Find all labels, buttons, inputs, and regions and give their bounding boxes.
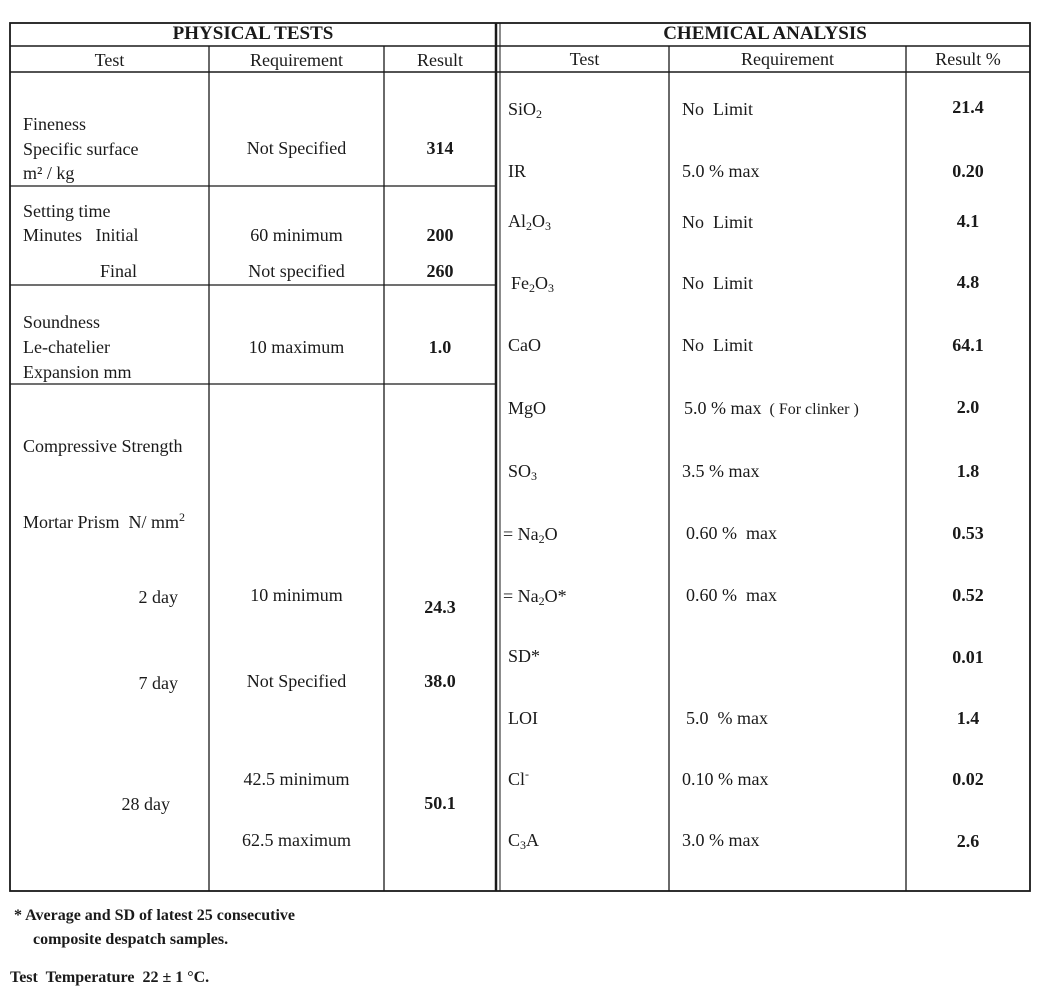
fineness-requirement: Not Specified [246, 138, 347, 158]
chem-req-mgo-note: ( For clinker ) [769, 401, 859, 418]
chem-res-sd: 0.01 [952, 647, 984, 667]
day7-result: 38.0 [424, 671, 456, 691]
day7-label: 7 day [138, 673, 178, 693]
chem-res-cl: 0.02 [952, 769, 984, 789]
footnote-line2: composite despatch samples. [33, 931, 229, 948]
chem-req-fe2o3: No Limit [682, 273, 753, 293]
chem-res-loi: 1.4 [956, 708, 980, 728]
chem-test-na2o-star: = $Na_2O*$ [503, 586, 567, 608]
chem-req-na2o-star: 0.60 % max [686, 585, 777, 605]
fineness-result: 314 [426, 138, 454, 158]
setting-final-label: Final [100, 261, 138, 281]
physical-tests-title: PHYSICAL TESTS [172, 23, 334, 44]
chem-test-sd: SD* [508, 646, 541, 666]
soundness-label: Soundness [23, 312, 101, 332]
chemical-col-result: Result % [935, 49, 1001, 69]
chemical-col-requirement: Requirement [741, 49, 834, 69]
setting-initial-result: 200 [426, 225, 454, 245]
chem-test-sio2: SiO$_2$ [508, 99, 543, 121]
chem-res-so3: 1.8 [956, 461, 980, 481]
chem-res-sio2: 21.4 [952, 97, 984, 117]
chem-req-sio2: No Limit [682, 99, 753, 119]
chem-test-cl: Cl- [508, 767, 530, 789]
chem-req-ir: 5.0 % max [682, 161, 760, 181]
physical-col-requirement: Requirement [250, 50, 343, 70]
chem-req-mgo: 5.0 % max ( For clinker ) [684, 398, 859, 418]
chem-test-loi: LOI [508, 708, 538, 728]
chem-res-fe2o3: 4.8 [956, 272, 980, 292]
chem-req-so3: 3.5 % max [682, 461, 760, 481]
setting-initial-label: Minutes Initial [23, 225, 139, 245]
soundness-requirement: 10 maximum [248, 337, 345, 357]
chem-res-c3a: 2.6 [956, 831, 980, 851]
day28-result: 50.1 [424, 793, 456, 813]
test-temperature: Test Temperature 22 ± 1 °C. [10, 969, 210, 986]
chem-test-fe2o3: $Fe_2O_3$ [511, 273, 554, 295]
chem-test-cao: CaO [508, 335, 541, 355]
chem-res-al2o3: 4.1 [956, 211, 980, 231]
day28-requirement-min: 42.5 minimum [243, 769, 350, 789]
expansion-label: Expansion mm [23, 362, 132, 382]
chem-test-so3: $SO_3$ [508, 461, 538, 483]
physical-col-test: Test [94, 50, 125, 70]
chem-req-al2o3: No Limit [682, 212, 753, 232]
setting-initial-requirement: 60 minimum [250, 225, 343, 245]
day2-result: 24.3 [424, 597, 456, 617]
chem-res-cao: 64.1 [952, 335, 984, 355]
chem-test-c3a: $C_3A$ [508, 830, 540, 852]
chemical-col-test: Test [569, 49, 600, 69]
setting-final-result: 260 [426, 261, 454, 281]
chem-res-mgo: 2.0 [956, 397, 980, 417]
chem-res-ir: 0.20 [952, 161, 984, 181]
chem-res-na2o-eq: 0.53 [952, 523, 984, 543]
day2-requirement: 10 minimum [250, 585, 343, 605]
chem-req-c3a: 3.0 % max [682, 830, 760, 850]
chem-test-mgo: MgO [508, 398, 547, 418]
le-chatelier-label: Le-chatelier [23, 337, 110, 357]
setting-time-label: Setting time [23, 201, 111, 221]
chem-res-na2o-star: 0.52 [952, 585, 984, 605]
setting-final-requirement: Not specified [248, 261, 345, 281]
chem-req-loi: 5.0 % max [686, 708, 768, 728]
fineness-label: Fineness [23, 114, 86, 134]
chem-req-na2o-eq: 0.60 % max [686, 523, 777, 543]
chem-test-ir: IR [508, 161, 526, 181]
chem-req-cao: No Limit [682, 335, 753, 355]
compressive-strength-label: Compressive Strength [23, 436, 183, 456]
day28-label: 28 day [121, 794, 170, 814]
mortar-prism-unit-sup: 2 [179, 510, 185, 524]
chem-test-na2o-eq: = $Na_2O$ [503, 524, 558, 546]
soundness-result: 1.0 [428, 337, 452, 357]
day2-label: 2 day [138, 587, 178, 607]
mortar-prism-label: Mortar Prism N/ $mm^2$ [23, 510, 185, 532]
fineness-unit: m² / kg [23, 163, 75, 183]
day7-requirement: Not Specified [246, 671, 347, 691]
chem-req-cl: 0.10 % max [682, 769, 769, 789]
specific-surface-label: Specific surface [23, 139, 139, 159]
chem-test-al2o3: $Al_2O_3$ [508, 211, 551, 233]
footnote-line1: * Average and SD of latest 25 consecutive [14, 907, 295, 924]
day28-requirement-max: 62.5 maximum [242, 830, 351, 850]
chemical-analysis-title: CHEMICAL ANALYSIS [663, 23, 867, 44]
physical-col-result: Result [416, 50, 463, 70]
